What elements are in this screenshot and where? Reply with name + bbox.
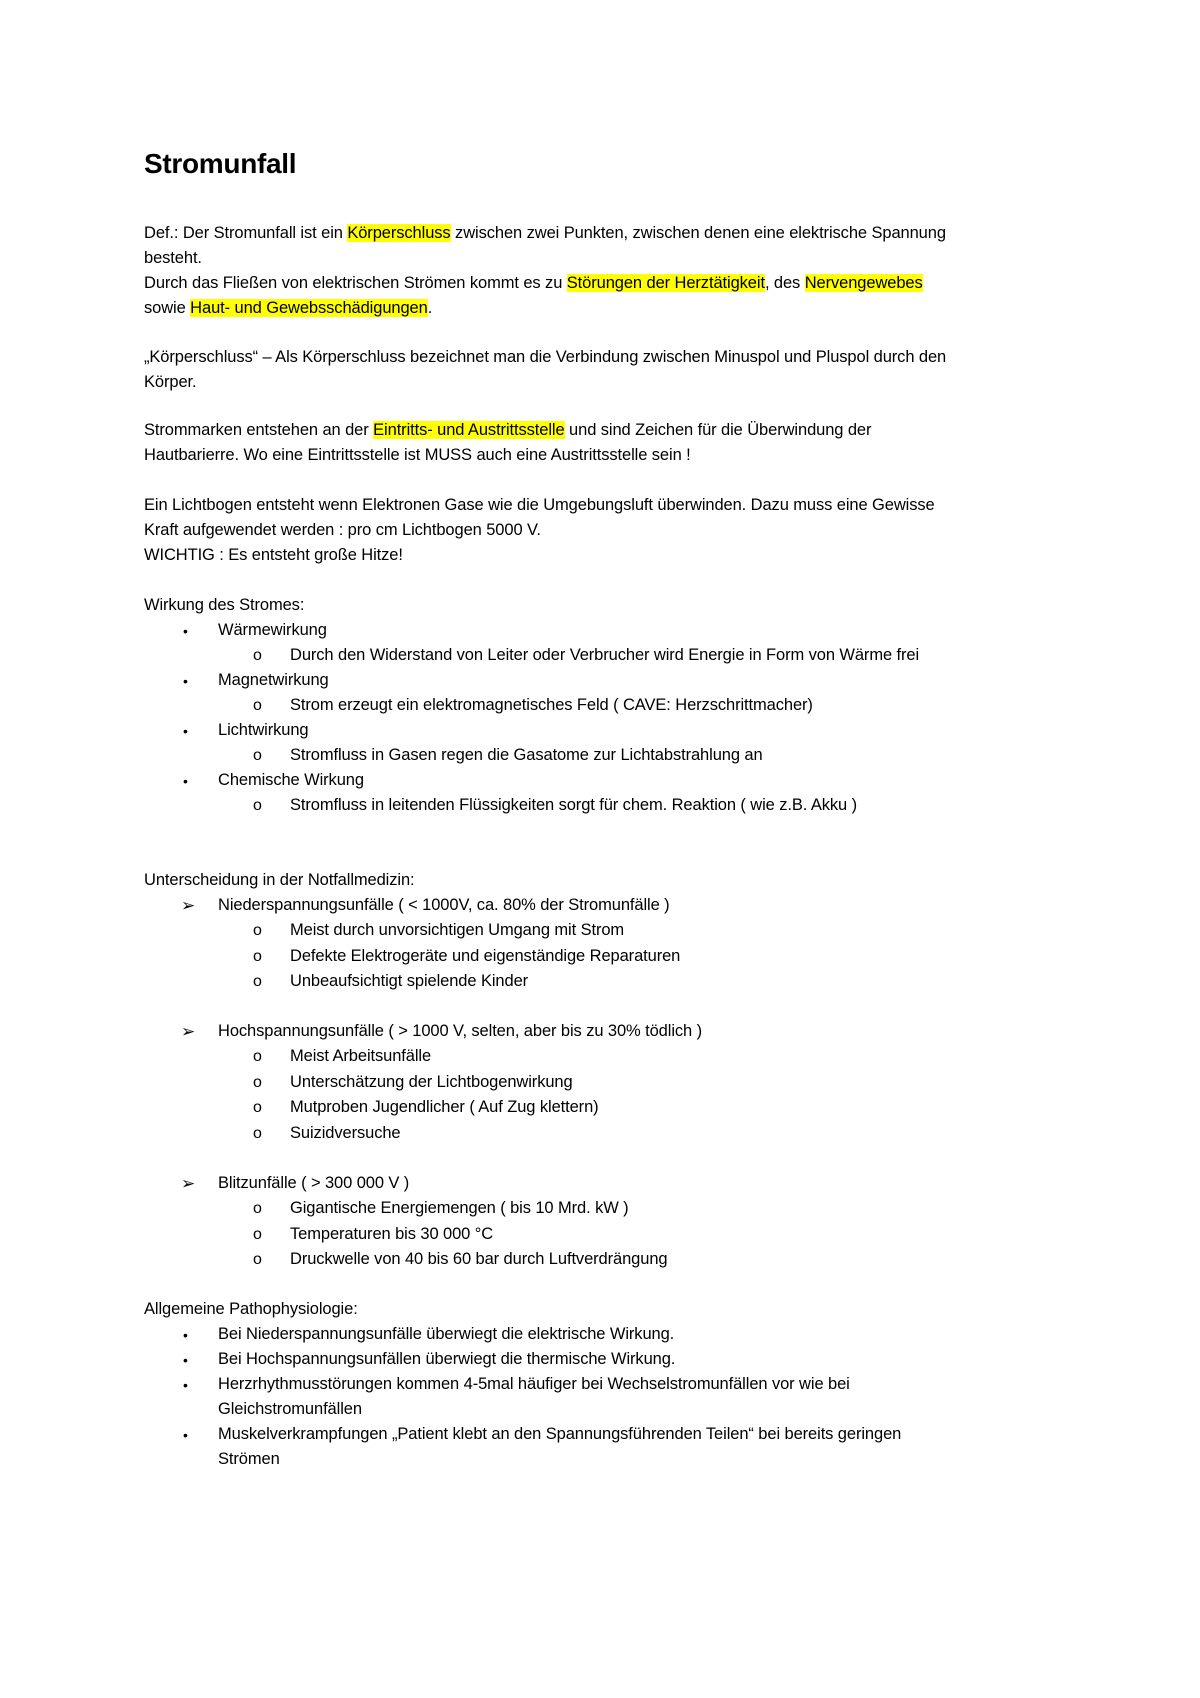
circle-glyph: o [253,1099,262,1116]
text-span: sowie [144,299,191,317]
patho-item-4-line-1: Muskelverkrampfungen „Patient klebt an den Spannungsführenden Teilen“ bei bereits geringen [218,1425,902,1443]
circle-glyph: o [253,948,262,965]
circle-glyph: o [253,647,262,664]
wirkung-sub-1: Durch den Widerstand von Leiter oder Verbrucher wird Energie in Form von Wärme frei [290,646,920,664]
wirkung-item-2: Magnetwirkung [218,671,329,689]
unterscheidung-heading: Unterscheidung in der Notfallmedizin: [144,871,415,889]
bullet-glyph: • [183,773,188,789]
text-span: . [427,299,433,317]
circle-glyph: o [253,1074,262,1091]
patho-item-2: Bei Hochspannungsunfällen überwiegt die thermische Wirkung. [218,1350,676,1368]
arrow-bullet-icon: ➢ [181,896,196,915]
niederspannung-sub-1: Meist durch unvorsichtigen Umgang mit Strom [290,921,625,939]
patho-item-3-line-1: Herzrhythmusstörungen kommen 4-5mal häufiger bei Wechselstromunfällen vor wie bei [218,1375,850,1393]
arrow-bullet-icon: ➢ [181,1174,196,1193]
definition-line-4 [144,299,432,318]
circle-glyph: o [253,1226,262,1243]
text-span: zwischen zwei Punkten, zwischen denen eine elektrische Spannung [450,224,946,242]
lichtbogen-line-2: Kraft aufgewendet werden : pro cm Lichtbogen 5000 V. [144,521,541,539]
definition-line-2: besteht. [144,249,202,267]
highlight-herztaetigkeit: Störungen der Herztätigkeit [566,274,765,292]
circle-glyph: o [253,1251,262,1268]
bullet-glyph: • [183,1377,188,1393]
koerperschluss-line-2: Körper. [144,373,197,391]
hochspannung-sub-1: Meist Arbeitsunfälle [290,1047,432,1065]
text-span: und sind Zeichen für die Überwindung der [564,421,872,439]
text-span: Strommarken entstehen an der [144,421,374,439]
circle-glyph: o [253,1200,262,1217]
bullet-glyph: • [183,723,188,739]
circle-glyph: o [253,973,262,990]
hochspannung-sub-4: Suizidversuche [290,1124,401,1142]
bullet-glyph: • [183,673,188,689]
text-span: , des [764,274,805,292]
blitz-sub-1: Gigantische Energiemengen ( bis 10 Mrd. kW ) [290,1199,629,1217]
text-span: Def.: Der Stromunfall ist ein [144,224,348,242]
wirkung-sub-4: Stromfluss in leitenden Flüssigkeiten sorgt für chem. Reaktion ( wie z.B. Akku ) [290,796,857,814]
strommarken-line-1 [144,421,871,440]
highlight-nervengewebe: Nervengewebes [804,274,923,292]
circle-glyph: o [253,697,262,714]
patho-item-4-line-2: Strömen [218,1450,280,1468]
document-title: Stromunfall [144,148,297,179]
hochspannung-sub-2: Unterschätzung der Lichtbogenwirkung [290,1073,573,1091]
wirkung-item-4: Chemische Wirkung [218,771,364,789]
koerperschluss-line-1: „Körperschluss“ – Als Körperschluss bezeichnet man die Verbindung zwischen Minuspol und Pluspol durch den [144,348,947,366]
blitz-sub-3: Druckwelle von 40 bis 60 bar durch Luftverdrängung [290,1250,668,1268]
bullet-glyph: • [183,1327,188,1343]
wirkung-item-3: Lichtwirkung [218,721,309,739]
bullet-glyph: • [183,623,188,639]
niederspannung-sub-2: Defekte Elektrogeräte und eigenständige Reparaturen [290,947,681,965]
strommarken-line-2: Hautbarierre. Wo eine Eintrittsstelle ist MUSS auch eine Austrittsstelle sein ! [144,446,691,464]
arrow-bullet-icon: ➢ [181,1022,196,1041]
patho-item-1: Bei Niederspannungsunfälle überwiegt die elektrische Wirkung. [218,1325,675,1343]
highlight-koerperschluss: Körperschluss [347,224,451,242]
lichtbogen-line-1: Ein Lichtbogen entsteht wenn Elektronen Gase wie die Umgebungsluft überwinden. Dazu muss eine Gewisse [144,496,935,514]
circle-glyph: o [253,922,262,939]
hochspannung-sub-3: Mutproben Jugendlicher ( Auf Zug klettern) [290,1098,599,1116]
circle-glyph: o [253,797,262,814]
bullet-glyph: • [183,1427,188,1443]
highlight-eintrittsstelle: Eintritts- und Austrittsstelle [373,421,565,439]
wirkung-sub-3: Stromfluss in Gasen regen die Gasatome zur Lichtabstrahlung an [290,746,763,764]
blitz-label: Blitzunfälle ( > 300 000 V ) [218,1174,410,1192]
circle-glyph: o [253,1125,262,1142]
definition-line-3 [144,274,923,293]
patho-heading: Allgemeine Pathophysiologie: [144,1300,358,1318]
blitz-sub-2: Temperaturen bis 30 000 °C [290,1225,494,1243]
niederspannung-label: Niederspannungsunfälle ( < 1000V, ca. 80% der Stromunfälle ) [218,896,670,914]
bullet-glyph: • [183,1352,188,1368]
highlight-gewebsschaedigung: Haut- und Gewebsschädigungen [190,299,428,317]
wirkung-item-1: Wärmewirkung [218,621,327,639]
niederspannung-sub-3: Unbeaufsichtigt spielende Kinder [290,972,529,990]
circle-glyph: o [253,747,262,764]
definition-line-1 [144,224,946,243]
wirkung-sub-2: Strom erzeugt ein elektromagnetisches Feld ( CAVE: Herzschrittmacher) [290,696,813,714]
text-span: Durch das Fließen von elektrischen Strömen kommt es zu [144,274,567,292]
circle-glyph: o [253,1048,262,1065]
wirkung-heading: Wirkung des Stromes: [144,596,305,614]
patho-item-3-line-2: Gleichstromunfällen [218,1400,362,1418]
hochspannung-label: Hochspannungsunfälle ( > 1000 V, selten, aber bis zu 30% tödlich ) [218,1022,702,1040]
lichtbogen-line-3: WICHTIG : Es entsteht große Hitze! [144,546,403,564]
